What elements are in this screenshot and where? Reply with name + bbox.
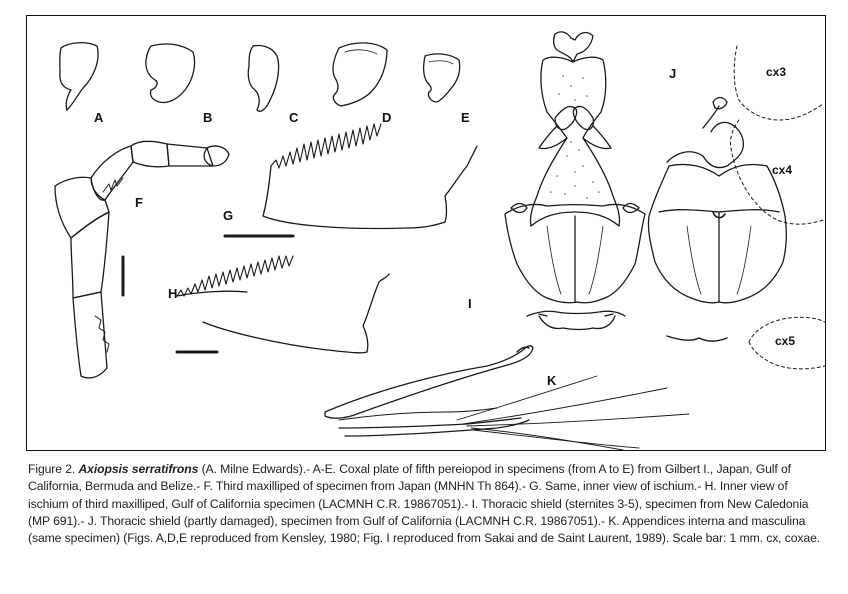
panel-label-h: H (168, 286, 178, 301)
panel-label-c: C (289, 110, 299, 125)
caption-prefix: Figure 2. (28, 462, 79, 476)
caption-text: (A. Milne Edwards).- A-E. Coxal plate of fifth pereiopod in specimens (from A to E) from Gilbert I., Japan, Gulf of California, Bermuda and Belize.- F. Third maxilliped of specimen from Japan (MNHN Th 864).- G. Same, inner view of ischium.- H. Inner view of ischium of third maxilliped, Gulf of California specimen (LACMNH C.R. 19867051).- I. Thoracic shield (sternites 3-5), specimen from New Caledonia (MP 691).- J. Thoracic shield (partly damaged), specimen from Gulf of California (LACMNH C.R. 19867051).- K. Appendices interna and masculina (same specimen) (Figs. A,D,E reproduced from Kensley, 1980; Fig. I reproduced from Sakai and de Saint Laurent, 1989). Scale bar: 1 mm. cx, coxae. (28, 462, 821, 546)
caption-species: Axiopsis serratifrons (78, 462, 199, 476)
figure-drawing (27, 16, 827, 452)
ischium-g (263, 124, 477, 229)
figure-caption (28, 461, 828, 547)
coxa-label-cx4: cx4 (772, 163, 793, 177)
thoracic-shield-i (505, 32, 645, 330)
coxal-plate-b (146, 44, 195, 103)
figure-plate (26, 15, 826, 451)
coxal-plate-e (424, 54, 460, 102)
panel-label-j: J (669, 66, 677, 81)
thoracic-shield-j (648, 98, 786, 342)
coxal-plate-c (248, 45, 278, 111)
stipple-i (550, 75, 600, 199)
coxal-plate-a (60, 43, 98, 110)
panel-label-i: I (468, 296, 472, 311)
panel-label-a: A (94, 110, 104, 125)
panel-label-d: D (382, 110, 392, 125)
ischium-h (177, 256, 389, 353)
panel-label-g: G (223, 208, 234, 223)
panel-label-b: B (203, 110, 213, 125)
panel-label-k: K (547, 373, 557, 388)
appendices-k (325, 346, 689, 450)
panel-label-f: F (135, 195, 143, 210)
coxae-outlines (730, 46, 825, 369)
coxa-label-cx3: cx3 (766, 65, 787, 79)
coxa-label-cx5: cx5 (775, 334, 796, 348)
maxilliped-f (55, 141, 229, 378)
coxal-plate-d (333, 43, 387, 106)
panel-label-e: E (461, 110, 470, 125)
